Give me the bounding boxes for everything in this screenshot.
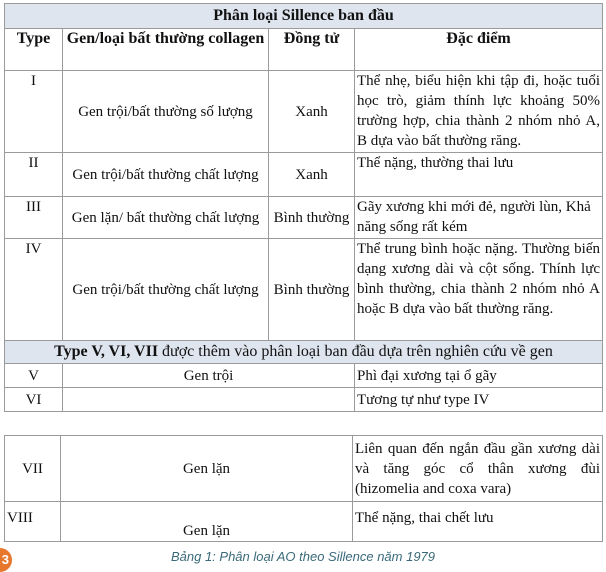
table-caption: Bảng 1: Phân loại AO theo Sillence năm 1979 (170, 549, 436, 564)
header-features: Đặc điểm (355, 29, 603, 71)
row-type: II (5, 153, 63, 197)
header-row (5, 29, 603, 71)
sillence-classification-table (4, 3, 603, 412)
row-features: Thể nhẹ, biểu hiện khi tập đi, hoặc tuổi học trò, giảm thính lực khoảng 50% trường hợp, chia thành 2 nhóm nhỏ A, B dựa vào bất thường răng. (355, 71, 603, 153)
row-type: VII (5, 436, 61, 502)
table-title: Phân loại Sillence ban đầu (5, 4, 603, 29)
figure-number-badge: 3 (0, 548, 12, 572)
subtitle-row (5, 341, 603, 364)
table-row (5, 71, 603, 153)
row-gene: Gen trội/bất thường chất lượng (63, 239, 269, 341)
row-type: VI (5, 388, 63, 412)
row-sclera: Bình thường (269, 197, 355, 239)
row-gene: Gen lặn/ bất thường chất lượng (63, 197, 269, 239)
subtitle-rest: được thêm vào phân loại ban đầu dựa trên nghiên cứu về gen (162, 343, 553, 360)
header-type: Type (5, 29, 63, 71)
table-row (5, 388, 603, 412)
row-gene: Gen lặn (61, 436, 353, 502)
additional-types-table (4, 435, 603, 542)
header-sclera: Đồng tử (269, 29, 355, 71)
row-features: Thể trung bình hoặc nặng. Thường biến dạng xương dài và cột sống. Thính lực bình thường, chia thành 2 nhóm nhỏ A hoặc B dựa vào bất thường răng. (355, 239, 603, 341)
row-type: IV (5, 239, 63, 341)
row-features: Tương tự như type IV (355, 388, 603, 412)
row-features: Thể nặng, thai chết lưu (353, 502, 603, 542)
row-sclera: Xanh (269, 153, 355, 197)
row-features: Liên quan đến ngắn đầu gần xương dài và tăng góc cổ thân xương đùi (hizomelia and coxa vara) (353, 436, 603, 502)
row-features: Phì đại xương tại ổ gãy (355, 364, 603, 388)
row-type: V (5, 364, 63, 388)
row-gene: Gen trội/bất thường chất lượng (63, 153, 269, 197)
row-type: III (5, 197, 63, 239)
row-gene: Gen trội (63, 364, 355, 388)
table-row (5, 239, 603, 341)
table-row (5, 502, 603, 542)
subtitle-bold: Type V, VI, VII (54, 343, 159, 360)
row-sclera: Xanh (269, 71, 355, 153)
table-row (5, 364, 603, 388)
row-sclera: Bình thường (269, 239, 355, 341)
row-type: VIII (5, 502, 61, 542)
row-type: I (5, 71, 63, 153)
table-row (5, 197, 603, 239)
row-gene (63, 388, 355, 412)
row-gene: Gen trội/bất thường số lượng (63, 71, 269, 153)
row-gene: Gen lặn (61, 502, 353, 542)
table-row (5, 436, 603, 502)
subtitle (5, 341, 603, 364)
table-title-row (5, 4, 603, 29)
header-gene: Gen/loại bất thường collagen (63, 29, 269, 71)
table-row (5, 153, 603, 197)
row-features: Gãy xương khi mới đẻ, người lùn, Khả năng sống rất kém (355, 197, 603, 239)
row-features: Thể nặng, thường thai lưu (355, 153, 603, 197)
